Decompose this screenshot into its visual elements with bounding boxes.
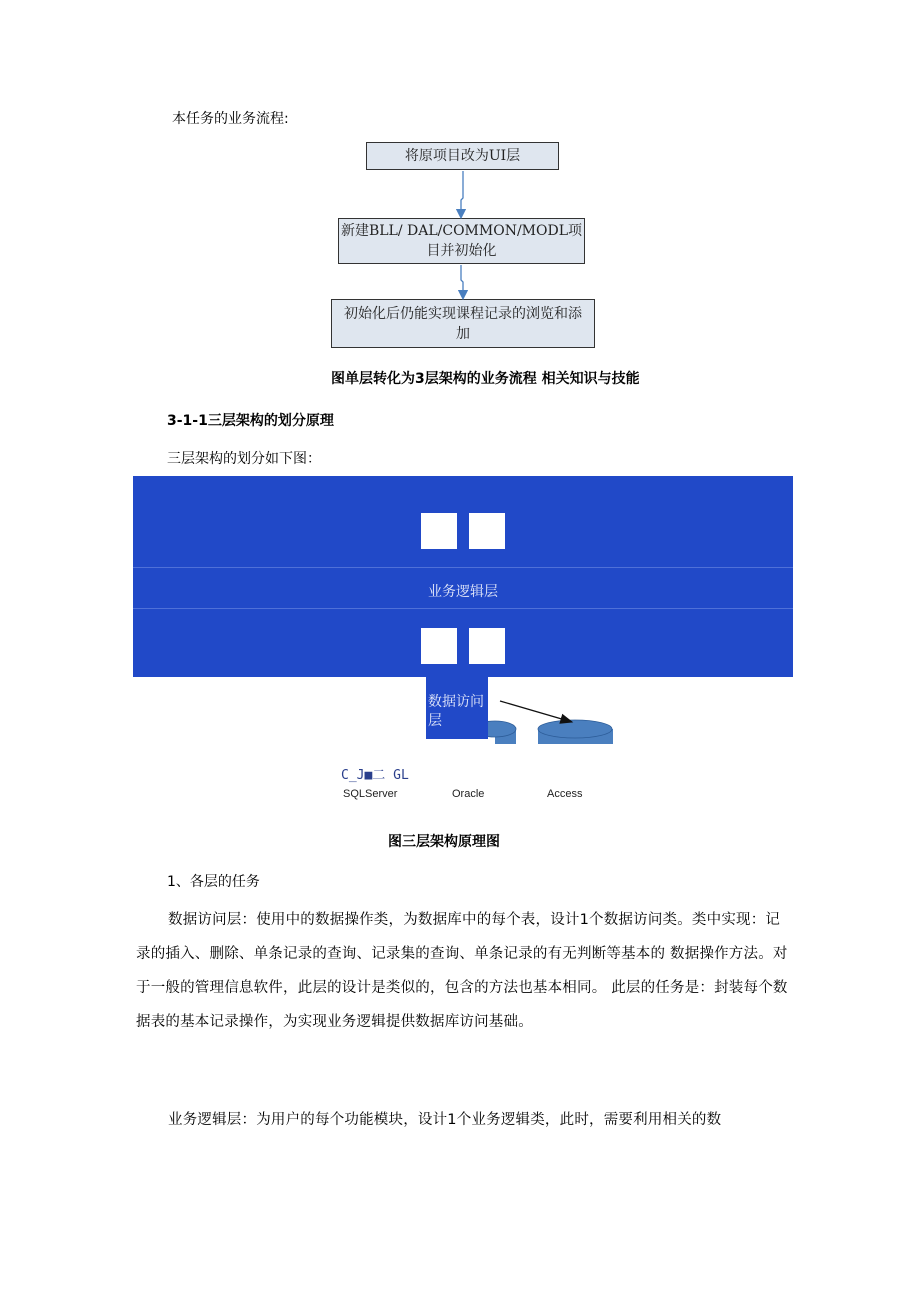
intro-text: 本任务的业务流程: xyxy=(172,111,289,127)
figure-2-caption: 图三层架构原理图 xyxy=(388,834,500,850)
db-label-sqlserver: SQLServer xyxy=(343,788,398,800)
flow-step-3 xyxy=(331,299,595,348)
figure-1-caption: 图单层转化为3层架构的业务流程 相关知识与技能 xyxy=(331,371,640,387)
paragraph-data-access: 数据访问层：使用中的数据操作类，为数据库中的每个表，设计1个数据访问类。类中实现：记录的插入、删除、单条记录的查询、记录集的查询、单条记录的有无判断等基本的 数据操作方法。对于一般的管理信息软件，此层的设计是类似的，包含的方法也基本相同。 此层的任务是：封装每个数据表的基本记录操作，为实现业务逻辑提供数据库访问基础。 xyxy=(136,912,788,1030)
placeholder-square xyxy=(469,628,505,664)
section-intro: 三层架构的划分如下图： xyxy=(167,451,321,467)
flow-step-3-line1: 初始化后仍能实现课程记录的浏览和添 xyxy=(344,305,582,322)
flow-step-2-line2: 目并初始化 xyxy=(426,243,497,259)
flow-step-1-label: 将原项目改为UI层 xyxy=(404,148,521,164)
flow-step-1 xyxy=(366,142,559,170)
presentation-layer-band xyxy=(133,476,793,567)
db-label-access: Access xyxy=(547,788,583,800)
database-cylinder-1 xyxy=(488,721,516,744)
database-cylinder-2 xyxy=(538,720,613,744)
data-access-box xyxy=(426,677,488,739)
data-access-label: 数据访问层 xyxy=(428,694,484,729)
section-heading: 3-1-1三层架构的划分原理 xyxy=(167,413,334,429)
data-layer-band xyxy=(133,609,793,677)
flow-arrows xyxy=(440,168,500,303)
business-layer-label: 业务逻辑层 xyxy=(428,584,498,600)
flow-step-2-line1: 新建BLL/ DAL/COMMON/MODL项 xyxy=(340,223,583,239)
business-layer-band xyxy=(133,567,793,609)
connection-arrow xyxy=(500,701,572,722)
flow-arrow-1 xyxy=(461,171,463,214)
placeholder-square xyxy=(421,628,457,664)
list-heading: 1、各层的任务 xyxy=(167,874,260,890)
flow-arrow-2 xyxy=(461,265,463,295)
placeholder-square xyxy=(421,513,457,549)
placeholder-square xyxy=(469,513,505,549)
db-label-oracle: Oracle xyxy=(452,788,485,800)
database-graphics xyxy=(488,695,618,747)
paragraph-business-logic: 业务逻辑层：为用户的每个功能模块，设计1个业务逻辑类，此时，需要利用相关的数 xyxy=(168,1112,722,1128)
flow-step-3-line2: 加 xyxy=(456,325,470,342)
garbled-label: C_J■二 GL xyxy=(341,768,409,783)
